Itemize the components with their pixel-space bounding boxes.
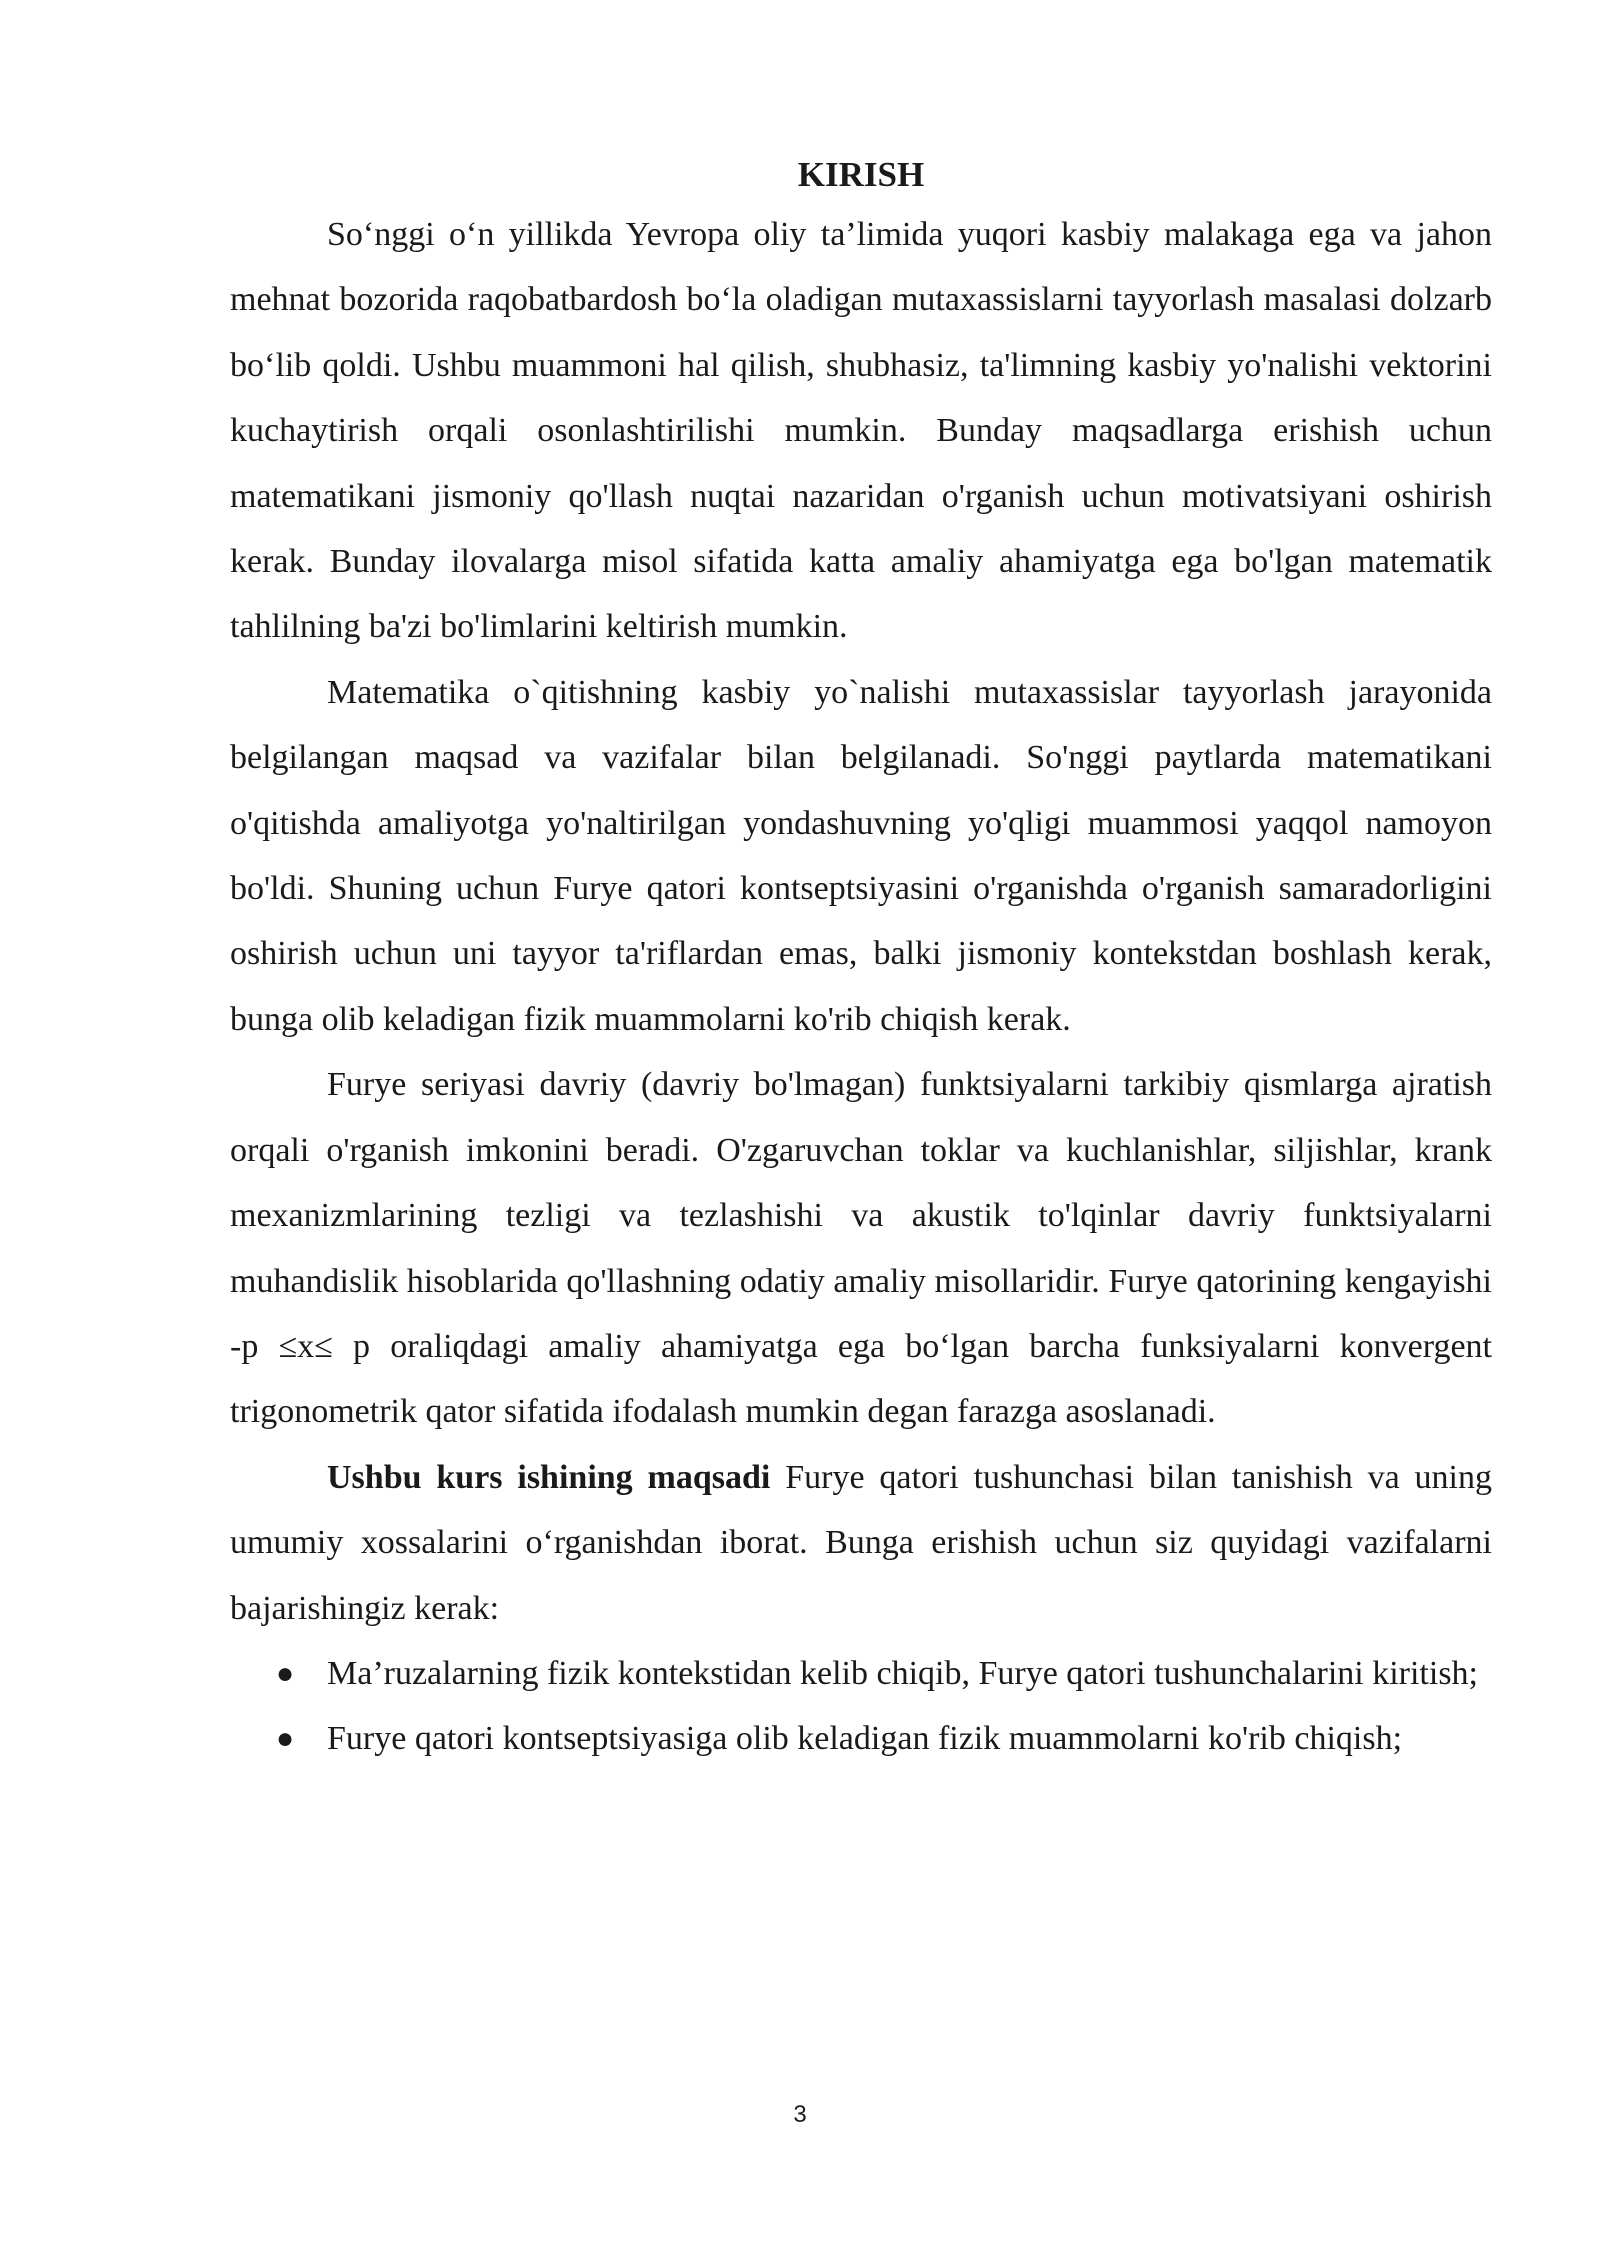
bullet-icon: ● (276, 1722, 295, 1756)
task-list (230, 1641, 1492, 1772)
section-title: KIRISH (797, 155, 925, 194)
task-text: Furye qatori kontseptsiyasiga olib keladigan fizik muammolarni ko'rib chiqish; (327, 1720, 1403, 1758)
goal-bold-lead: Ushbu kurs ishining maqsadi (327, 1458, 771, 1496)
list-item (230, 1706, 1492, 1771)
paragraph-fourier-series: Furye seriyasi davriy (davriy bo'lmagan) funktsiyalarni tarkibiy qismlarga ajratish orqali o'rganish imkonini beradi. O'zgaruvchan toklar va kuchlanishlar, siljishlar, krank mexanizmlarining tezligi va tezlashishi va akustik to'lqinlar davriy funktsiyalarni muhandislik hisoblarida qo'llashning odatiy amaliy misollaridir. Furye qatorining kengayishi -p ≤x≤ p oraliqdagi amaliy ahamiyatga ega bo‘lgan barcha funksiyalarni konvergent trigonometrik qator sifatida ifodalash mumkin degan farazga asoslanadi. (230, 1066, 1492, 1431)
paragraph-orientation: Matematika o`qitishning kasbiy yo`nalishi mutaxassislar tayyorlash jarayonida belgilangan maqsad va vazifalar bilan belgilanadi. So'nggi paytlarda matematikani o'qitishda amaliyotga yo'naltirilgan yondashuvning yo'qligi muammosi yaqqol namoyon bo'ldi. Shuning uchun Furye qatori kontseptsiyasini o'rganishda o'rganish samaradorligini oshirish uchun uni tayyor ta'riflardan emas, balki jismoniy kontekstdan boshlash kerak, bunga olib keladigan fizik muammolarni ko'rib chiqish kerak. (230, 673, 1492, 1038)
paragraph-goal (230, 1445, 1492, 1641)
document-page (230, 150, 1492, 1772)
paragraph-intro: So‘nggi o‘n yillikda Yevropa oliy ta’limida yuqori kasbiy malakaga ega va jahon mehnat bozorida raqobatbardosh bo‘la oladigan mutaxassislarni tayyorlash masalasi dolzarb bo‘lib qoldi. Ushbu muammoni hal qilish, shubhasiz, ta'limning kasbiy yo'nalishi vektorini kuchaytirish orqali osonlashtirilishi mumkin. Bunday maqsadlarga erishish uchun matematikani jismoniy qo'llash nuqtai nazaridan o'rganish uchun motivatsiyani oshirish kerak. Bunday ilovalarga misol sifatida katta amaliy ahamiyatga ega bo'lgan matematik tahlilning ba'zi bo'limlarini keltirish mumkin. (230, 216, 1492, 646)
page-number: 3 (793, 2101, 807, 2128)
bullet-icon: ● (276, 1656, 295, 1690)
list-item (230, 1641, 1492, 1706)
goal-text: Furye qatori tushunchasi bilan tanishish va uning umumiy xossalarini o‘rganishdan iborat. Bunga erishish uchun siz quyidagi vazifalarni bajarishingiz kerak: (230, 1458, 1493, 1627)
task-text: Ma’ruzalarning fizik kontekstidan kelib chiqib, Furye qatori tushunchalarini kiritish; (327, 1654, 1479, 1692)
